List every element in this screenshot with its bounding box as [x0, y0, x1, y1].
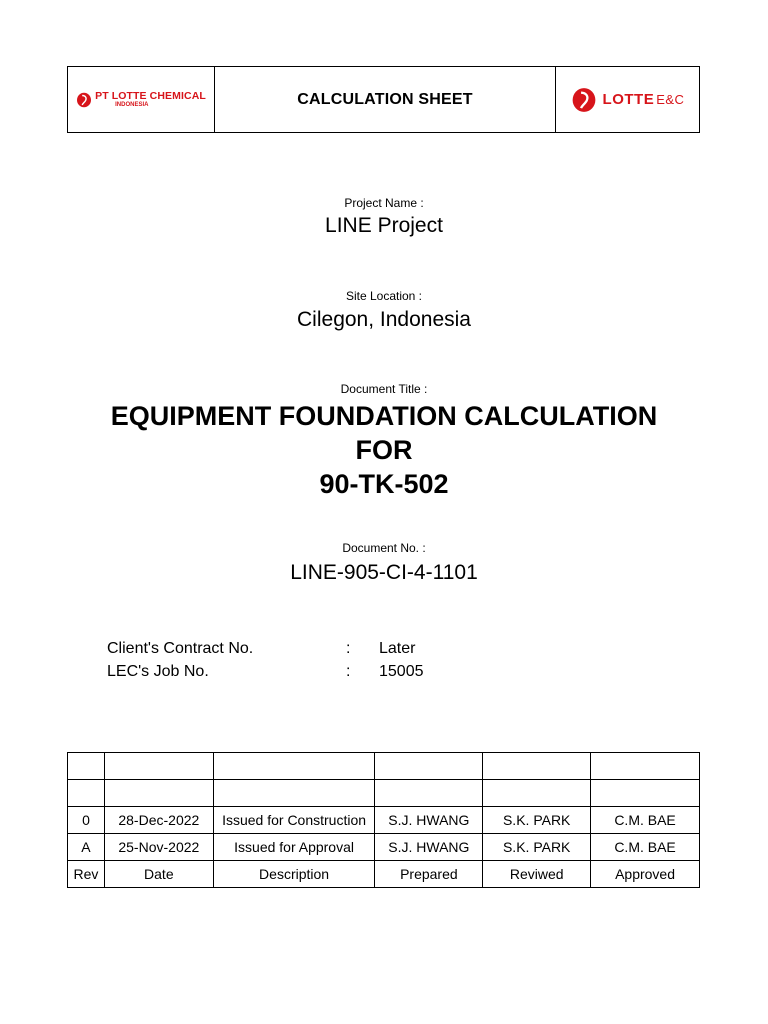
document-no-label: Document No. :: [342, 541, 426, 555]
client-logo: [68, 67, 215, 132]
document-title-line1: EQUIPMENT FOUNDATION CALCULATION: [110, 401, 658, 431]
project-name-label: Project Name :: [344, 196, 424, 210]
header-box: [67, 66, 700, 133]
table-cell: 0: [68, 807, 105, 834]
header-approved: Approved: [591, 861, 700, 888]
contractor-logo: [556, 67, 699, 132]
table-row: [68, 753, 700, 780]
table-row: [68, 807, 700, 834]
table-cell: S.J. HWANG: [375, 807, 483, 834]
table-cell: Issued for Construction: [213, 807, 375, 834]
table-cell: [104, 780, 213, 807]
client-logo-sub: INDONESIA: [115, 102, 149, 109]
table-cell: S.K. PARK: [483, 807, 591, 834]
client-logo-text: PT LOTTE CHEMICAL: [95, 89, 206, 102]
site-location: Cilegon, Indonesia: [297, 308, 471, 331]
contract-no-value: Later: [379, 640, 416, 657]
table-cell: A: [68, 834, 105, 861]
document-title-label: Document Title :: [340, 382, 428, 396]
table-cell: [68, 780, 105, 807]
job-no-sep: :: [346, 663, 351, 680]
table-cell: 25-Nov-2022: [104, 834, 213, 861]
site-location-label: Site Location :: [345, 289, 423, 303]
document-title-line3: 90-TK-502: [319, 469, 449, 499]
contract-no-label: Client's Contract No.: [107, 640, 254, 657]
table-cell: S.K. PARK: [483, 834, 591, 861]
contractor-logo-text: LOTTE E&C: [602, 91, 685, 108]
contract-no-sep: :: [346, 640, 351, 657]
table-cell: C.M. BAE: [591, 807, 700, 834]
header-description: Description: [213, 861, 375, 888]
table-cell: [591, 753, 700, 780]
lotte-chemical-icon: [76, 92, 92, 108]
table-cell: [483, 780, 591, 807]
table-row: [68, 780, 700, 807]
job-no-value: 15005: [379, 663, 424, 680]
job-no-label: LEC's Job No.: [107, 663, 209, 680]
table-cell: S.J. HWANG: [375, 834, 483, 861]
table-cell: [591, 780, 700, 807]
header-prepared: Prepared: [375, 861, 483, 888]
table-cell: [213, 753, 375, 780]
lotte-ec-icon: [571, 87, 597, 113]
project-name: LINE Project: [325, 214, 443, 237]
table-cell: [483, 753, 591, 780]
revision-table: [67, 752, 700, 888]
table-cell: Issued for Approval: [213, 834, 375, 861]
table-cell: [68, 753, 105, 780]
table-cell: C.M. BAE: [591, 834, 700, 861]
table-cell: [375, 780, 483, 807]
table-cell: [104, 753, 213, 780]
header-date: Date: [104, 861, 213, 888]
header-reviewed: Reviwed: [483, 861, 591, 888]
document-title-line2: FOR: [355, 435, 413, 465]
table-header-row: [68, 861, 700, 888]
table-cell: 28-Dec-2022: [104, 807, 213, 834]
table-cell: [213, 780, 375, 807]
table-cell: [375, 753, 483, 780]
header-rev: Rev: [68, 861, 105, 888]
document-no: LINE-905-CI-4-1101: [290, 561, 478, 584]
table-row: [68, 834, 700, 861]
document-title: [0, 399, 768, 501]
sheet-title: CALCULATION SHEET: [215, 67, 556, 132]
